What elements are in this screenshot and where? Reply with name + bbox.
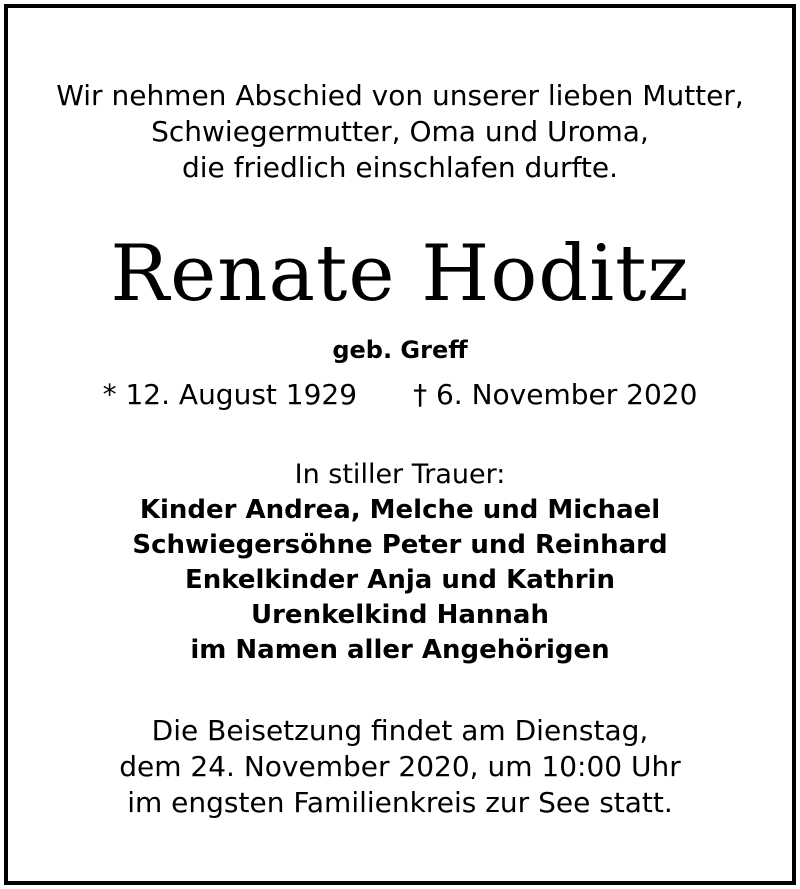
deceased-name: Renate Hoditz [110, 229, 690, 319]
funeral-line-3: im engsten Familienkreis zur See statt. [127, 786, 673, 819]
mourner-line-3: Enkelkinder Anja und Kathrin [185, 565, 615, 595]
funeral-line-2: dem 24. November 2020, um 10:00 Uhr [119, 750, 681, 783]
intro-line-2: Schwiegermutter, Oma und Uroma, [151, 115, 649, 148]
mourner-line-4: Urenkelkind Hannah [251, 600, 549, 630]
maiden-name: geb. Greff [332, 336, 468, 364]
mourner-line-2: Schwiegersöhne Peter und Reinhard [132, 530, 668, 560]
birth-date: * 12. August 1929 [102, 378, 358, 411]
mourner-line-1: Kinder Andrea, Melche und Michael [139, 495, 661, 525]
funeral-line-1: Die Beisetzung findet am Dienstag, [151, 714, 649, 747]
life-dates [0, 377, 800, 413]
mourner-line-5: im Namen aller Angehörigen [190, 635, 610, 665]
mourning-heading: In stiller Trauer: [294, 459, 506, 490]
intro-line-3: die friedlich einschlafen durfte. [181, 151, 619, 184]
death-date: † 6. November 2020 [413, 378, 698, 411]
intro-line-1: Wir nehmen Abschied von unserer lieben Mutter, [56, 79, 744, 112]
